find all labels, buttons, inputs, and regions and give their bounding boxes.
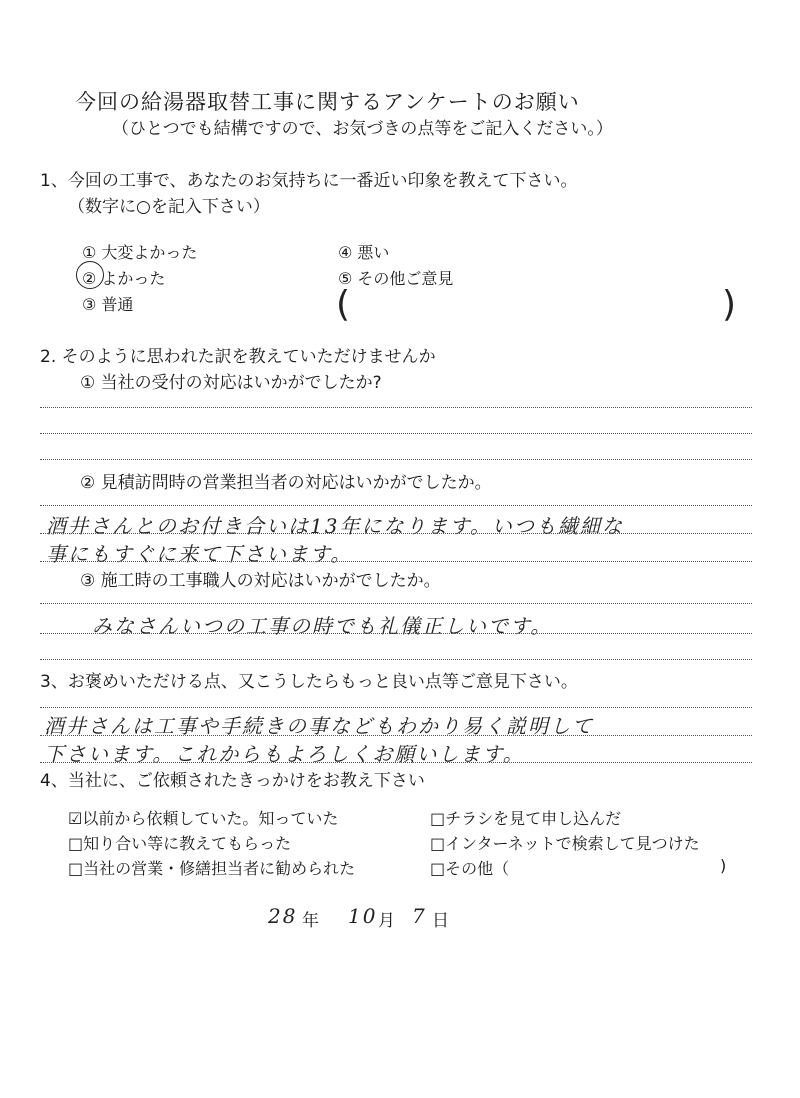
- answer-line: [40, 433, 752, 434]
- date-month-label: 月: [378, 911, 395, 931]
- question-4: 4、当社に、ご依頼されたきっかけをお教え下さい: [40, 771, 425, 791]
- date-year-label: 年: [302, 911, 319, 931]
- checkbox-option-internet[interactable]: □インターネットで検索して見つけた: [430, 834, 700, 853]
- answer-line: [40, 707, 752, 708]
- date-year: 28: [268, 904, 298, 928]
- selected-circle-mark: [76, 261, 104, 289]
- handwritten-answer-2-line-2: 事にもすぐに来て下さいます。: [46, 542, 353, 566]
- answer-line: [40, 762, 752, 763]
- answer-line: [40, 633, 752, 634]
- checkbox-option-previous-client[interactable]: ☑以前から依頼していた。知っていた: [68, 809, 339, 828]
- survey-subtitle: （ひとつでも結構ですので、お気づきの点等をご記入ください。）: [112, 119, 613, 139]
- option-bad[interactable]: ④ 悪い: [338, 243, 390, 262]
- handwritten-answer-3: みなさんいつの工事の時でも礼儀正しいです。: [92, 614, 553, 638]
- handwritten-answer-q3-line-2: 下さいます。これからもよろしくお願いします。: [44, 742, 525, 766]
- answer-line: [40, 505, 752, 506]
- date-month: 10: [348, 904, 378, 928]
- handwritten-answer-2-line-1: 酒井さんとのお付き合いは13年になります。いつも繊細な: [46, 514, 624, 538]
- answer-line: [40, 533, 752, 534]
- other-paren-close: ): [720, 856, 727, 875]
- option-average[interactable]: ③ 普通: [82, 295, 134, 314]
- checkbox-option-sales-rep[interactable]: □当社の営業・修繕担当者に勧められた: [68, 859, 356, 878]
- answer-line: [40, 735, 752, 736]
- handwritten-answer-q3-line-1: 酒井さんは工事や手続きの事などもわかり易く説明して: [44, 714, 594, 738]
- option-good[interactable]: ② よかった: [82, 269, 166, 288]
- question-2: 2. そのように思われた訳を教えていただけませんか: [40, 347, 436, 367]
- answer-line: [40, 659, 752, 660]
- answer-line: [40, 603, 752, 604]
- survey-title: 今回の給湯器取替工事に関するアンケートのお願い: [75, 90, 580, 114]
- checkbox-option-flyer[interactable]: □チラシを見て申し込んだ: [430, 809, 622, 828]
- other-opinion-paren-open: (: [336, 284, 351, 325]
- option-very-good[interactable]: ① 大変よかった: [82, 243, 198, 262]
- question-2-sub-3: ③ 施工時の工事職人の対応はいかがでしたか。: [80, 571, 441, 591]
- checkbox-option-referral[interactable]: □知り合い等に教えてもらった: [68, 834, 292, 853]
- option-other-opinion[interactable]: ⑤ その他ご意見: [338, 269, 454, 288]
- other-opinion-paren-close: ): [722, 284, 737, 325]
- question-1-note: （数字に○を記入下さい）: [68, 197, 270, 217]
- date-day: 7: [412, 904, 427, 928]
- answer-line: [40, 407, 752, 408]
- date-day-label: 日: [432, 911, 449, 931]
- question-1: 1、今回の工事で、あなたのお気持ちに一番近い印象を教えて下さい。: [40, 171, 578, 191]
- question-2-sub-1: ① 当社の受付の対応はいかがでしたか?: [80, 373, 382, 393]
- question-3: 3、お褒めいただける点、又こうしたらもっと良い点等ご意見下さい。: [40, 672, 578, 692]
- question-2-sub-2: ② 見積訪問時の営業担当者の対応はいかがでしたか。: [80, 473, 492, 493]
- answer-line: [40, 459, 752, 460]
- checkbox-option-other[interactable]: □その他（: [430, 859, 510, 878]
- answer-line: [40, 561, 752, 562]
